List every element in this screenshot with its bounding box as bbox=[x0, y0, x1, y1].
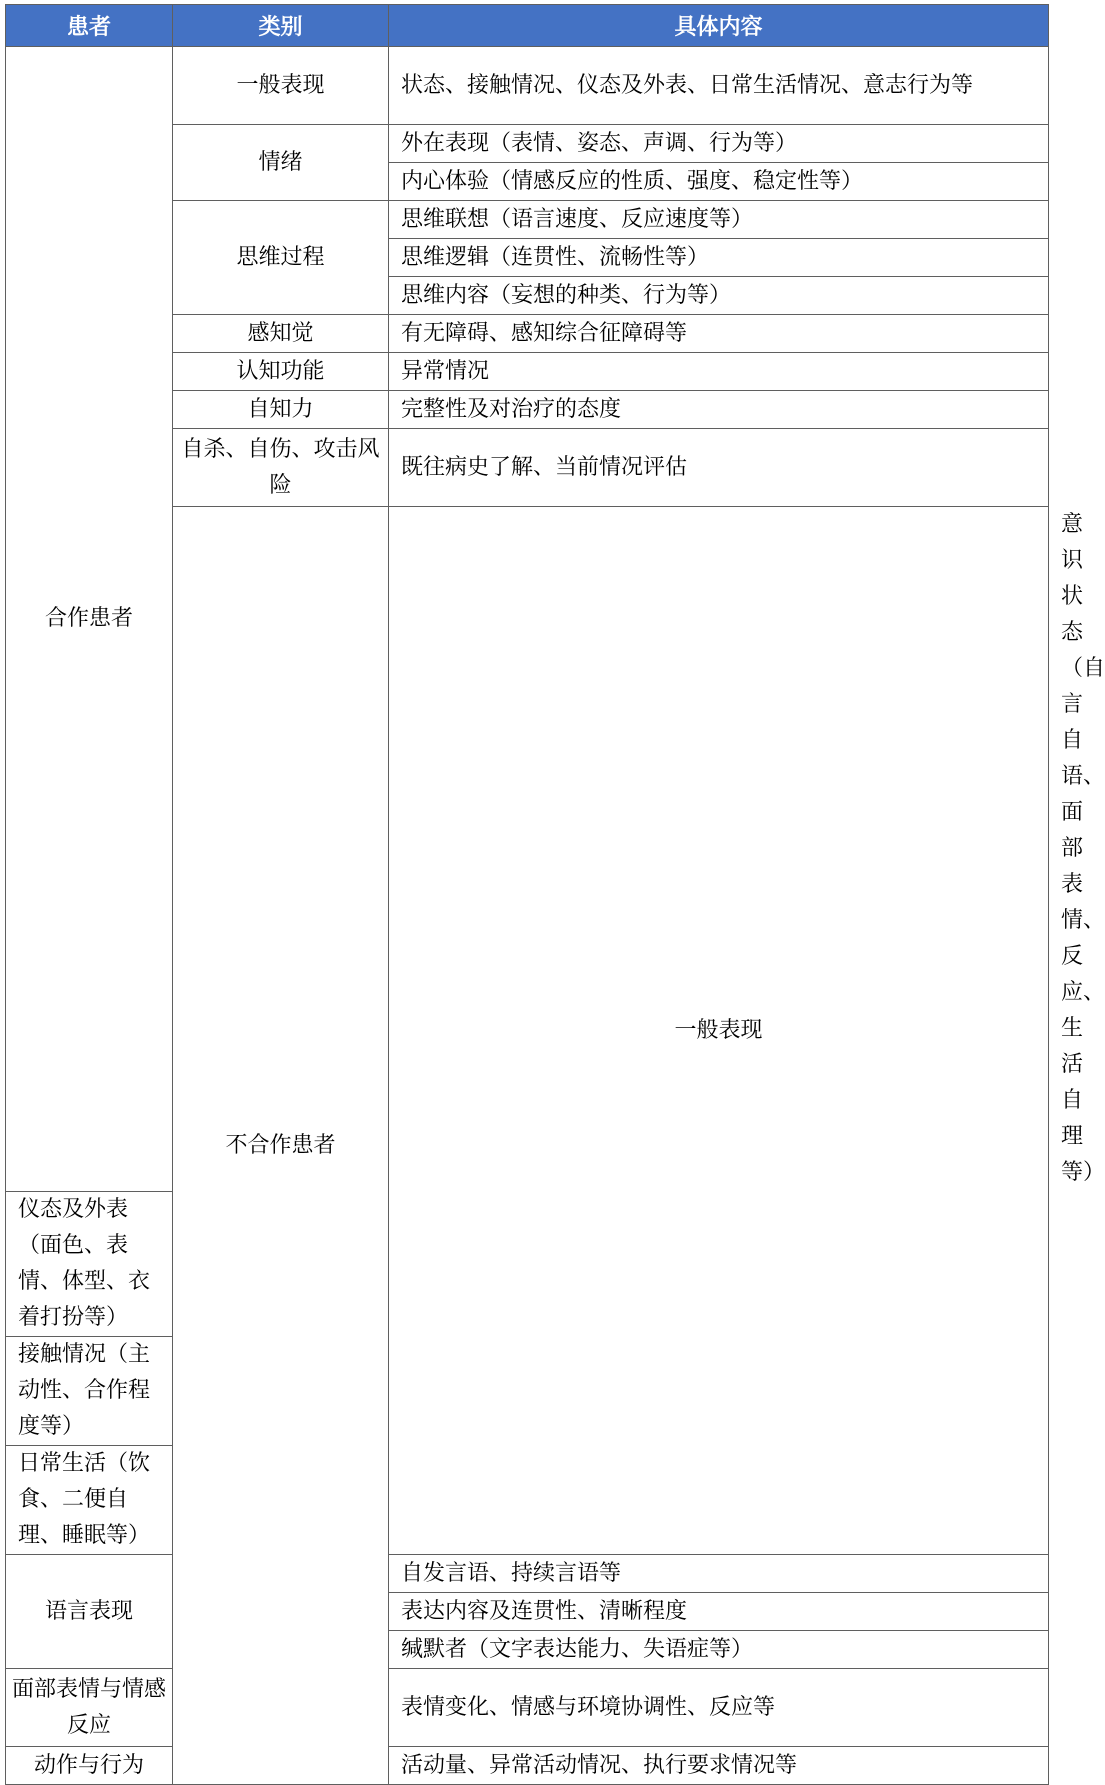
content-cell: 状态、接触情况、仪态及外表、日常生活情况、意志行为等 bbox=[389, 47, 1049, 125]
content-cell: 内心体验（情感反应的性质、强度、稳定性等） bbox=[389, 163, 1049, 201]
patient-cell: 合作患者 bbox=[6, 47, 173, 1192]
content-cell: 表达内容及连贯性、清晰程度 bbox=[389, 1593, 1049, 1631]
content-cell: 完整性及对治疗的态度 bbox=[389, 391, 1049, 429]
table-row bbox=[6, 1669, 1049, 1747]
content-cell: 接触情况（主动性、合作程度等） bbox=[6, 1337, 173, 1446]
content-cell: 思维内容（妄想的种类、行为等） bbox=[389, 277, 1049, 315]
content-cell: 活动量、异常活动情况、执行要求情况等 bbox=[389, 1747, 1049, 1785]
header-category: 类别 bbox=[173, 5, 389, 47]
content-cell: 缄默者（文字表达能力、失语症等） bbox=[389, 1631, 1049, 1669]
category-cell: 一般表现 bbox=[173, 47, 389, 125]
category-cell: 感知觉 bbox=[173, 315, 389, 353]
content-cell: 既往病史了解、当前情况评估 bbox=[389, 429, 1049, 507]
category-cell: 一般表现 bbox=[389, 507, 1049, 1555]
category-cell: 情绪 bbox=[173, 125, 389, 201]
content-cell: 思维联想（语言速度、反应速度等） bbox=[389, 201, 1049, 239]
category-cell: 自知力 bbox=[173, 391, 389, 429]
content-cell: 仪态及外表（面色、表情、体型、衣着打扮等） bbox=[6, 1192, 173, 1337]
content-cell: 日常生活（饮食、二便自理、睡眠等） bbox=[6, 1446, 173, 1555]
category-cell: 思维过程 bbox=[173, 201, 389, 315]
header-content: 具体内容 bbox=[389, 5, 1049, 47]
category-cell: 认知功能 bbox=[173, 353, 389, 391]
assessment-table bbox=[5, 4, 1105, 1785]
category-cell: 面部表情与情感反应 bbox=[6, 1669, 173, 1747]
header-patient: 患者 bbox=[6, 5, 173, 47]
table-row bbox=[6, 1555, 1049, 1593]
table-row: 不合作患者 一般表现 意识状态（自言自语、面部表情、反应、生活自理等） bbox=[6, 507, 1049, 1192]
content-cell: 自发言语、持续言语等 bbox=[389, 1555, 1049, 1593]
category-cell: 自杀、自伤、攻击风险 bbox=[173, 429, 389, 507]
table-row bbox=[6, 1747, 1049, 1785]
content-cell: 表情变化、情感与环境协调性、反应等 bbox=[389, 1669, 1049, 1747]
category-cell: 语言表现 bbox=[6, 1555, 173, 1669]
content-cell: 外在表现（表情、姿态、声调、行为等） bbox=[389, 125, 1049, 163]
category-cell: 动作与行为 bbox=[6, 1747, 173, 1785]
content-cell: 思维逻辑（连贯性、流畅性等） bbox=[389, 239, 1049, 277]
header-row bbox=[6, 5, 1049, 47]
patient-cell: 不合作患者 bbox=[173, 507, 389, 1785]
content-cell: 异常情况 bbox=[389, 353, 1049, 391]
table-row bbox=[6, 47, 1049, 125]
content-cell: 有无障碍、感知综合征障碍等 bbox=[389, 315, 1049, 353]
